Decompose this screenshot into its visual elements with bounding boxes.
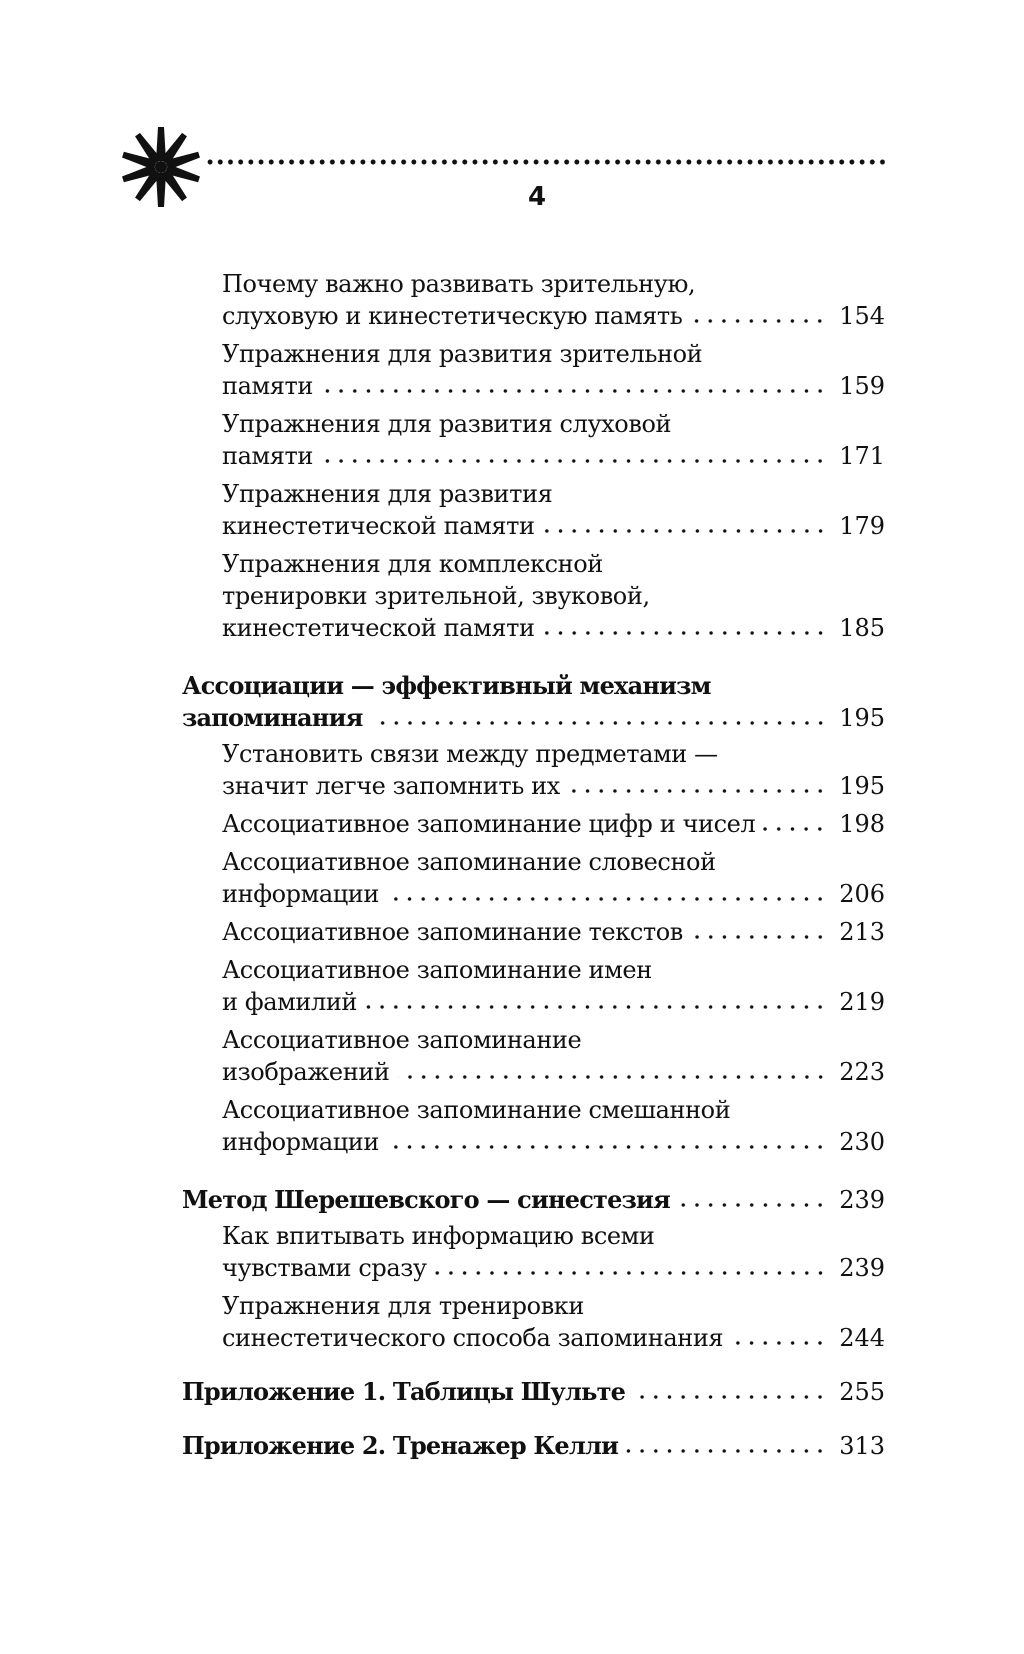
toc-entry-title-line: Ассоциативное запоминание словесной	[222, 848, 716, 876]
toc-entry-title-line: кинестетической памяти	[222, 614, 535, 642]
toc-entry	[222, 338, 885, 402]
toc-section-entry	[182, 1376, 885, 1408]
toc-entry-title-line: изображений	[222, 1058, 390, 1086]
toc-section-entry	[182, 1430, 885, 1462]
toc-page-number: 171	[839, 442, 885, 470]
header-dotted-rule	[205, 159, 885, 165]
toc-entry	[222, 1024, 885, 1088]
toc-section-title-line: Приложение 2. Тренажер Келли	[182, 1431, 619, 1460]
toc-section-entry	[182, 670, 885, 734]
toc-page-number: 239	[839, 1254, 885, 1282]
dot-leader	[691, 934, 827, 940]
toc-entry-title-line: слуховую и кинестетическую память	[222, 302, 683, 330]
toc-entry	[222, 1094, 885, 1158]
dot-leader	[398, 1074, 827, 1080]
toc-entry-title-line: кинестетической памяти	[222, 512, 535, 540]
toc-entry	[222, 268, 885, 332]
toc-entry-title-line: Ассоциативное запоминание текстов	[222, 918, 683, 946]
toc-entry	[222, 548, 885, 644]
dot-leader	[633, 1394, 827, 1400]
toc-entry-title-line: Упражнения для развития зрительной	[222, 340, 703, 368]
toc-entry-title-line: информации	[222, 880, 379, 908]
toc-entry	[222, 408, 885, 472]
dot-leader	[435, 1270, 827, 1276]
toc-entry-title-line: информации	[222, 1128, 379, 1156]
toc-entry	[222, 954, 885, 1018]
toc-entry-title-line: памяти	[222, 442, 313, 470]
dot-leader	[321, 388, 827, 394]
toc-page-number: 223	[839, 1058, 885, 1086]
dot-leader	[387, 896, 827, 902]
toc-entry	[222, 846, 885, 910]
toc-page-number: 195	[839, 772, 885, 800]
toc-page-number: 244	[839, 1324, 885, 1352]
dot-leader	[543, 528, 827, 534]
dot-leader	[568, 788, 827, 794]
toc-page-number: 179	[839, 512, 885, 540]
toc-entry	[222, 1290, 885, 1354]
toc-page-number: 198	[839, 810, 885, 838]
toc-page-number: 154	[839, 302, 885, 330]
toc-page-number: 255	[839, 1378, 885, 1406]
toc-entry-title-line: и фамилий	[222, 988, 358, 1016]
toc-entry-title-line: Упражнения для комплексной	[222, 550, 603, 578]
toc-section-entry	[182, 1184, 885, 1216]
toc-entry-title-line: Упражнения для развития	[222, 480, 553, 508]
toc-entry	[222, 1220, 885, 1284]
toc-entry-title-line: Ассоциативное запоминание имен	[222, 956, 652, 984]
toc-entry-title-line: тренировки зрительной, звуковой,	[222, 582, 650, 610]
toc-page-number: 219	[839, 988, 885, 1016]
toc-page-number: 239	[839, 1186, 885, 1214]
table-of-contents	[182, 268, 885, 1466]
toc-section-title-line: Ассоциации — эффективный механизм	[182, 671, 711, 700]
toc-entry-title-line: Ассоциативное запоминание	[222, 1026, 582, 1054]
toc-entry-title-line: Почему важно развивать зрительную,	[222, 270, 696, 298]
dot-leader	[731, 1340, 827, 1346]
toc-entry-title-line: Установить связи между предметами —	[222, 740, 718, 768]
toc-page-number: 185	[839, 614, 885, 642]
toc-entry-title-line: Ассоциативное запоминание цифр и чисел	[222, 810, 756, 838]
toc-section-title-line: Метод Шерешевского — синестезия	[182, 1185, 670, 1214]
dot-leader	[371, 720, 827, 726]
toc-page-number: 206	[839, 880, 885, 908]
toc-entry-title-line: Как впитывать информацию всеми	[222, 1222, 655, 1250]
toc-section-title-line: запоминания	[182, 703, 363, 732]
toc-page-number: 213	[839, 918, 885, 946]
toc-entry	[222, 808, 885, 840]
toc-entry-title-line: Упражнения для развития слуховой	[222, 410, 672, 438]
toc-entry	[222, 478, 885, 542]
dot-leader	[365, 1004, 827, 1010]
dot-leader	[763, 826, 827, 832]
toc-entry	[222, 738, 885, 802]
dot-leader	[626, 1448, 827, 1454]
toc-entry-title-line: Ассоциативное запоминание смешанной	[222, 1096, 731, 1124]
toc-entry	[222, 916, 885, 948]
toc-section-title-line: Приложение 1. Таблицы Шульте	[182, 1377, 626, 1406]
toc-page-number: 159	[839, 372, 885, 400]
toc-page-number: 313	[839, 1432, 885, 1460]
dot-leader	[543, 630, 827, 636]
toc-entry-title-line: синестетического способа запоминания	[222, 1324, 724, 1352]
dot-leader	[678, 1202, 827, 1208]
toc-entry-title-line: Упражнения для тренировки	[222, 1292, 585, 1320]
dot-leader	[387, 1144, 827, 1150]
toc-page-number: 230	[839, 1128, 885, 1156]
toc-entry-title-line: памяти	[222, 372, 313, 400]
dot-leader	[321, 458, 827, 464]
toc-entry-title-line: значит легче запомнить их	[222, 772, 560, 800]
toc-page-number: 195	[839, 704, 885, 732]
page-number: 4	[527, 182, 547, 212]
toc-entry-title-line: чувствами сразу	[222, 1254, 427, 1282]
dot-leader	[690, 318, 827, 324]
